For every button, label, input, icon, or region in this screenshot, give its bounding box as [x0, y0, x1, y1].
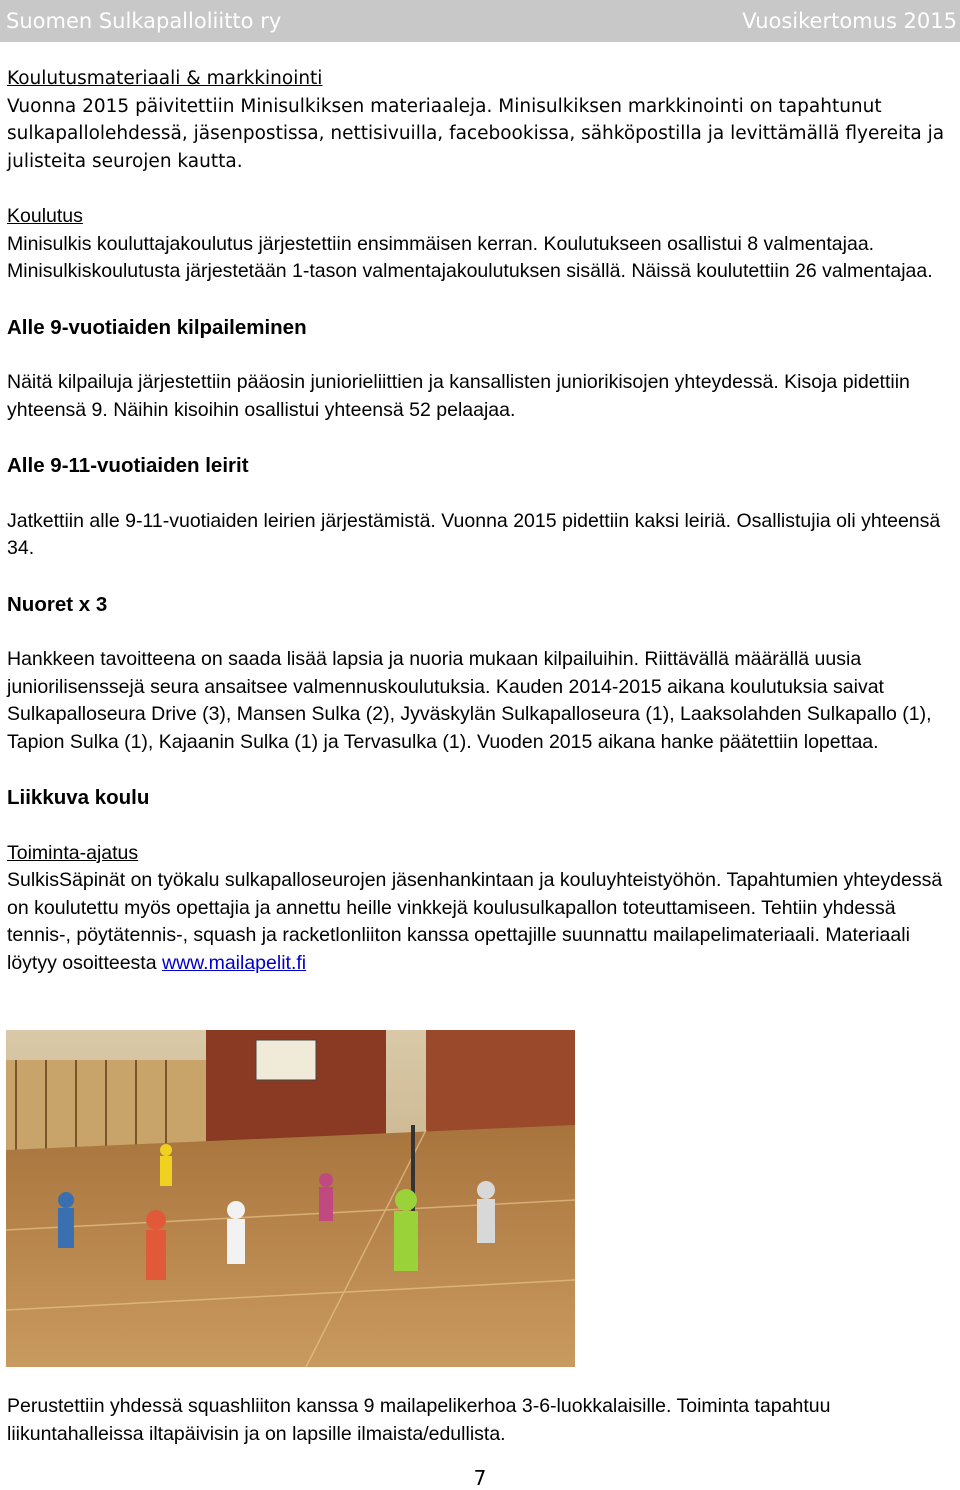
heading-alle9: Alle 9-vuotiaiden kilpaileminen	[7, 315, 307, 339]
gym-photo	[6, 1030, 575, 1367]
heading-leirit: Alle 9-11-vuotiaiden leirit	[7, 454, 249, 477]
paragraph-alle9: Näitä kilpailuja järjestettiin pääosin juniorieliittien ja kansallisten juniorikisojen yhteydessä. Kisoja pidettiin yhteensä 9. Näihin kisoihin osallistui yhteensä 52 pelaajaa.	[7, 371, 910, 421]
page-number: 7	[473, 1466, 487, 1490]
gym-photo-illustration	[6, 1030, 575, 1367]
header-organization: Suomen Sulkapalloliitto ry	[6, 9, 282, 33]
document-content	[7, 65, 957, 977]
paragraph-mailapelikerhot: Perustettiin yhdessä squashliiton kanssa 9 mailapelikerhoa 3-6-luokkalaisille. Toiminta tapahtuu liikuntahalleissa iltapäivisin ja on lapsille ilmaista/edullista.	[7, 1395, 831, 1445]
page-header	[0, 0, 960, 42]
paragraph-leirit: Jatkettiin alle 9-11-vuotiaiden leirien järjestämistä. Vuonna 2015 pidettiin kaksi leiriä. Osallistujia oli yhteensä 34.	[7, 509, 941, 559]
header-report-title: Vuosikertomus 2015	[742, 9, 957, 33]
paragraph-koulutus: Minisulkis kouluttajakoulutus järjestettiin ensimmäisen kerran. Koulutukseen osallistui 8 valmentajaa. Minisulkiskoulutusta järjestetään 1-tason valmentajakoulutuksen sisällä. Näissä koulutettiin 26 valmentajaa.	[7, 232, 933, 282]
heading-koulutusmateriaali: Koulutusmateriaali & markkinointi	[7, 68, 323, 89]
heading-koulutus: Koulutus	[7, 205, 83, 227]
heading-liikkuva: Liikkuva koulu	[7, 786, 150, 809]
paragraph-liikkuva	[7, 867, 957, 977]
subheading-toiminta-ajatus: Toiminta-ajatus	[7, 841, 139, 864]
paragraph-koulutusmateriaali: Vuonna 2015 päivitettiin Minisulkiksen materiaaleja. Minisulkiksen markkinointi on tapahtunut sulkapallolehdessä, jäsenpostissa, nettisivuilla, facebookissa, sähköpostilla ja levittämällä flyereita ja julisteita seurojen kautta.	[7, 95, 945, 172]
mailapelit-link[interactable]: www.mailapelit.fi	[162, 951, 307, 974]
paragraph-liikkuva-text: SulkisSäpinät on työkalu sulkapalloseurojen jäsenhankintaan ja kouluyhteistyöhön. Tapahtumien yhteydessä on koulutettu myös opettajia ja annettu heille vinkkejä koulusulkapallon toteuttamiseen. Tehtiin yhdessä tennis-, pöytätennis-, squash ja racketlonliiton kanssa opettajille suunnattu mailapelimateriaali. Materiaali löytyy osoitteesta	[7, 869, 943, 974]
heading-nuoret: Nuoret x 3	[7, 592, 108, 616]
bottom-paragraph-container	[7, 1393, 957, 1448]
paragraph-nuoret: Hankkeen tavoitteena on saada lisää lapsia ja nuoria mukaan kilpailuihin. Riittävällä määrällä uusia juniorilisenssejä seura ansaitsee valmennuskoulutuksia. Kauden 2014-2015 aikana koulutuksia saivat Sulkapalloseura Drive (3), Mansen Sulka (2), Jyväskylän Sulkapalloseura (1), Laaksolahden Sulkapallo (1), Tapion Sulka (1), Kajaanin Sulka (1) ja Tervasulka (1). Vuoden 2015 aikana hanke päätettiin lopettaa.	[7, 648, 932, 753]
